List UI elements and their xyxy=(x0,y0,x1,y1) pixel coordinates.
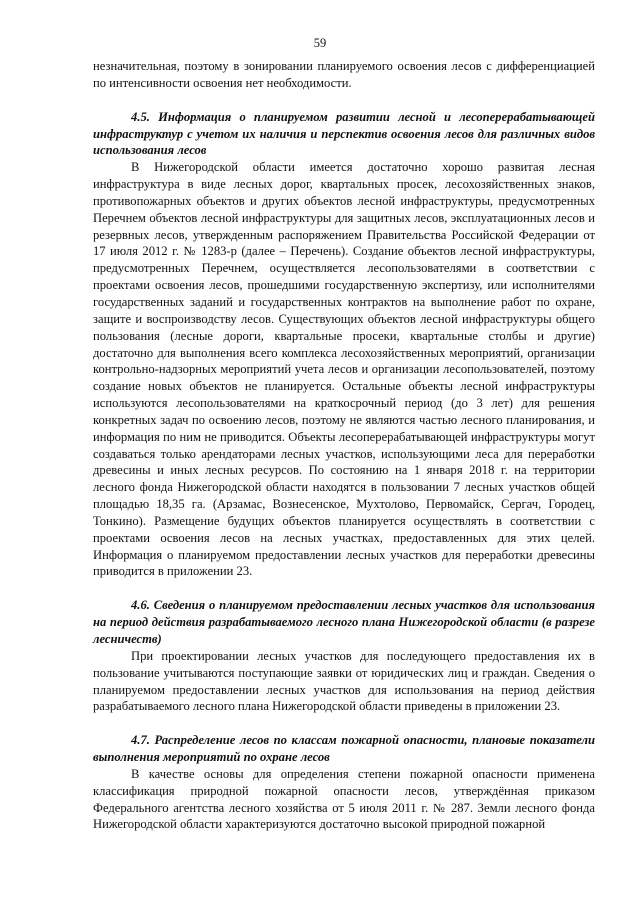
section-gap xyxy=(93,715,595,732)
section-4-7-body: В качестве основы для определения степени пожарной опасности применена классификация природной пожарной опасности лесов, утверждённая приказом Федерального агентства лесного хозяйства от 5 июля 2011 г. № 287. Земли лесного фонда Нижегородской области характеризуются достаточно высокой природной пожарной xyxy=(93,766,595,832)
section-4-6-heading: 4.6. Сведения о планируемом предоставлении лесных участков для использования на период действия разрабатываемого лесного плана Нижегородской области (в разрезе лесничеств) xyxy=(93,598,595,646)
section-gap xyxy=(93,580,595,597)
section-4-7-heading: 4.7. Распределение лесов по классам пожарной опасности, плановые показатели выполнения мероприятий по охране лесов xyxy=(93,733,595,765)
section-4-5-body: В Нижегородской области имеется достаточно хорошо развитая лесная инфраструктура в виде лесных дорог, квартальных просек, лесохозяйственных знаков, противопожарных объектов и других объектов лесной инфраструктуры, предусмотренных Перечнем объектов лесной инфраструктуры для защитных лесов, эксплуатационных лесов и резервных лесов, утвержденным распоряжением Правительства Российской Федерации от 17 июля 2012 г. № 1283-р (далее – Перечень). Создание объектов лесной инфраструктуры, предусмотренных Перечнем, осуществляется лесопользователями в соответствии с проектами освоения лесов, прошедшими государственную экспертизу, или исполнителями государственных заданий и государственных контрактов на выполнение работ по охране, защите и воспроизводству лесов. Существующих объектов лесной инфраструктуры общего пользования (лесные дороги, квартальные просеки, квартальные столбы и другие) достаточно для выполнения всего комплекса лесохозяйственных мероприятий, организации контрольно-надзорных мероприятий учета лесов и организации лесопользователей, поэтому создание новых объектов не планируется. Остальные объекты лесной инфраструктуры используются лесопользователями на краткосрочный период (до 3 лет) для решения конкретных задач по освоению лесов, поэтому не являются частью лесного планирования, и информация по ним не приводится. Объекты лесоперерабатывающей инфраструктуры могут создаваться только арендаторами лесных участков, использующими леса для переработки древесины и иных лесных ресурсов. По состоянию на 1 января 2018 г. на территории лесного фонда Нижегородской области находятся в пользовании 7 лесных участков общей площадью 18,35 га. (Арзамас, Вознесенское, Мухтолово, Первомайск, Сергач, Городец, Тонкино). Размещение будущих объектов планируется осуществлять в соответствии с проектами освоения лесов на лесных участках, предоставленных для этих целей. Информация о планируемом предоставлении лесных участков для переработки древесины приводится в приложении 23. xyxy=(93,160,595,579)
page-number: 59 xyxy=(313,36,327,50)
page-content xyxy=(93,58,595,833)
section-gap xyxy=(93,92,595,109)
section-4-6-body: При проектировании лесных участков для последующего предоставления их в пользование учитываются поступающие заявки от юридических лиц и граждан. Сведения о планируемом предоставлении лесных участков для использования на период действия разрабатываемого лесного плана Нижегородской области приведены в приложении 23. xyxy=(93,648,595,714)
section-4-5-heading: 4.5. Информация о планируемом развитии лесной и лесоперерабатывающей инфраструктур с учетом их наличия и перспектив освоения лесов для различных видов использования лесов xyxy=(93,109,595,158)
intro-paragraph: незначительная, поэтому в зонировании планируемого освоения лесов с дифференциацией по интенсивности освоения нет необходимости. xyxy=(93,59,595,90)
